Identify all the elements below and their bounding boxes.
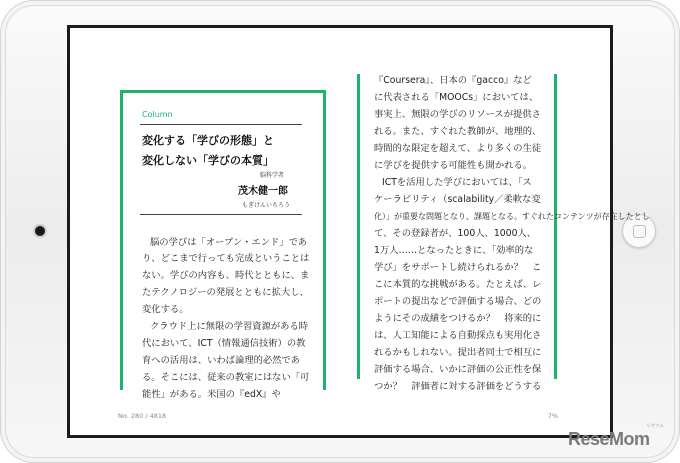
left-text-line: 変化する。 [142,304,189,315]
author-role: 脳科学者 [259,172,284,179]
location-indicator: No. 280 / 4818 [118,412,167,420]
right-text-line: に代表される「MOOCs」においては、 [374,92,539,103]
resemom-logo: ReseMom [568,429,650,449]
right-text-line: ICTを活用した学びにおいては、「ス [382,177,532,188]
right-text-line: ようにその成績をつけるか？ 将来的に [374,313,542,324]
right-text-line: こに本質的な挑戦がある。たとえば、レ [374,279,542,290]
right-text-line: ケーラビリティ（scalability／柔軟な変 [374,194,541,205]
right-text-line: ポートの提出などで評価する場合、どの [374,296,542,307]
front-camera [35,226,45,236]
left-text-line: ない。学びの内容も、時代とともに、ま [142,270,310,281]
resemom-logo-kana: リセマム [646,424,664,429]
column-tag: Column [142,110,173,119]
right-text-line: 事実上、無限の学びのリソースが提供さ [374,109,541,120]
right-text-line: 学び」をサポートし続けられるか？ こ [374,262,542,273]
right-page-left-bar [357,74,360,379]
author-name: 茂木健一郎 [238,186,288,197]
ebook-screen[interactable] [70,28,650,435]
title-bottom-rule [140,214,302,215]
right-text-line: 時間的な限定を超えて、より多くの生徒 [374,143,542,154]
right-text-line: つか？ 評価者に対する評価をどうする [374,381,542,392]
right-text-line: 1万人……となったときに、「効率的な [374,245,534,256]
right-text-line: 評価する場合、いかに評価の公正性を保 [374,364,542,375]
right-text-line: 化）」が重要な問題となり、課題となる。すぐれたコンテンツが存在したとし [374,212,650,221]
left-text-line: 育への活用は、いわば論理的必然であ [142,355,301,366]
title-top-rule [140,124,302,125]
right-text-line: に学びを提供する可能性も開かれる。 [374,160,533,171]
left-text-line: 能性」がある。米国の『edX』や [142,389,281,400]
left-text-line: 脳の学びは「オープン・エンド」であ [150,237,308,248]
author-kana: もぎけんいちろう [241,202,290,209]
title-line-2: 変化しない「学びの本質」 [142,154,274,167]
right-text-line: て、その登録者が、100人、1000人、 [374,228,537,239]
right-text-line: れる。また、すぐれた教師が、地理的、 [374,126,542,137]
left-text-line: る。そこには、従来の教室にはない「可 [142,372,310,383]
right-page-right-bar [554,74,557,379]
title-line-1: 変化する「学びの形態」と [142,134,274,147]
left-text-line: たテクノロジーの発展とともに拡大し、 [142,287,309,298]
right-text-line: れるかもしれない。提出者同士で相互に [374,347,542,358]
left-text-line: 代において、ICT（情報通信技術）の教 [142,338,306,349]
left-text-line: クラウド上に無限の学習資源がある時 [150,321,309,332]
left-text-line: り、どこまで行っても完成ということは [142,253,310,264]
progress-percent: 7% [547,412,558,420]
right-text-line: 『Coursera』、日本の『gacco』など [374,75,532,86]
right-text-line: は、人工知能による自動採点も実用化さ [374,330,542,341]
